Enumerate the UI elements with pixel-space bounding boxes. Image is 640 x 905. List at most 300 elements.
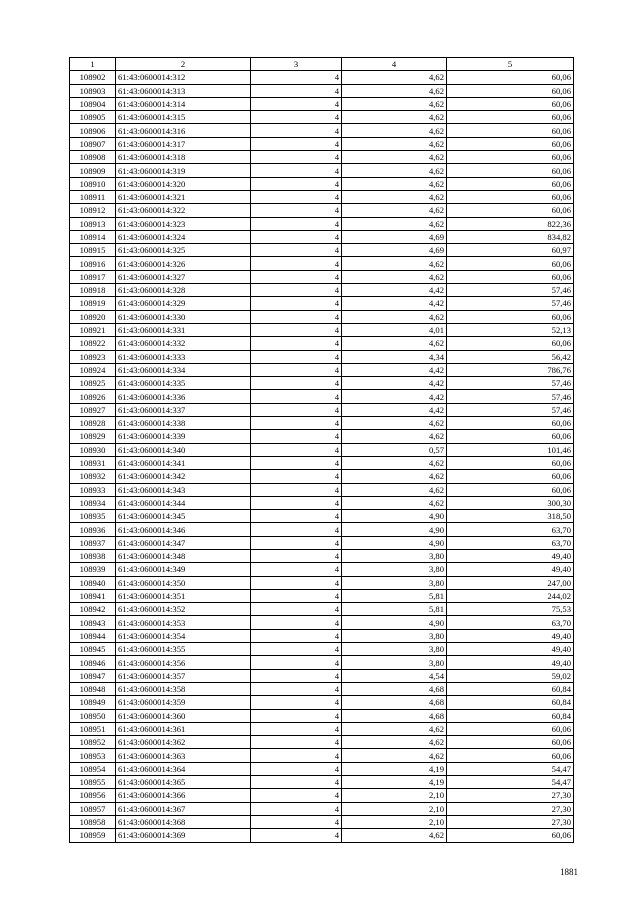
row-id-cell: 108920 [70,310,116,323]
col4-cell: 0,57 [342,443,447,456]
row-id-cell: 108940 [70,576,116,589]
row-id-cell: 108947 [70,669,116,682]
cadastral-number-cell: 61:43:0600014:361 [116,722,251,735]
col5-cell: 57,46 [447,390,574,403]
row-id-cell: 108919 [70,297,116,310]
col3-cell: 4 [251,151,342,164]
col5-cell: 60,06 [447,417,574,430]
cadastral-number-cell: 61:43:0600014:351 [116,589,251,602]
col4-cell: 4,62 [342,483,447,496]
col3-cell: 4 [251,164,342,177]
cadastral-number-cell: 61:43:0600014:360 [116,709,251,722]
row-id-cell: 108926 [70,390,116,403]
table-row [70,443,574,456]
col4-cell: 4,42 [342,390,447,403]
table-row [70,337,574,350]
col4-cell: 3,80 [342,629,447,642]
col5-cell: 56,42 [447,350,574,363]
col4-cell: 4,62 [342,204,447,217]
cadastral-number-cell: 61:43:0600014:345 [116,510,251,523]
col5-cell: 60,97 [447,244,574,257]
table-row [70,629,574,642]
col4-cell: 4,90 [342,523,447,536]
cadastral-number-cell: 61:43:0600014:363 [116,749,251,762]
table-row [70,71,574,84]
col5-cell: 60,06 [447,164,574,177]
col3-cell: 4 [251,736,342,749]
col5-cell: 49,40 [447,643,574,656]
col4-cell: 4,62 [342,217,447,230]
col3-cell: 4 [251,363,342,376]
col4-cell: 4,62 [342,736,447,749]
row-id-cell: 108904 [70,97,116,110]
row-id-cell: 108949 [70,696,116,709]
col3-cell: 4 [251,270,342,283]
col5-cell: 60,06 [447,204,574,217]
cadastral-number-cell: 61:43:0600014:335 [116,377,251,390]
col3-cell: 4 [251,709,342,722]
table-row [70,111,574,124]
col5-cell: 60,06 [447,177,574,190]
row-id-cell: 108956 [70,789,116,802]
col3-cell: 4 [251,97,342,110]
col4-cell: 3,80 [342,576,447,589]
table-row [70,377,574,390]
col4-cell: 4,54 [342,669,447,682]
cadastral-number-cell: 61:43:0600014:338 [116,417,251,430]
col5-cell: 75,53 [447,603,574,616]
table-row [70,762,574,775]
row-id-cell: 108912 [70,204,116,217]
col4-cell: 4,62 [342,111,447,124]
col3-cell: 4 [251,510,342,523]
col3-cell: 4 [251,829,342,842]
col4-cell: 4,62 [342,97,447,110]
col4-cell: 4,62 [342,270,447,283]
col5-cell: 60,06 [447,84,574,97]
table-row [70,802,574,815]
col5-cell: 27,30 [447,789,574,802]
table-row [70,417,574,430]
row-id-cell: 108955 [70,776,116,789]
col3-cell: 4 [251,403,342,416]
col5-cell: 60,06 [447,749,574,762]
col4-cell: 4,62 [342,164,447,177]
cadastral-number-cell: 61:43:0600014:365 [116,776,251,789]
col3-cell: 4 [251,523,342,536]
row-id-cell: 108925 [70,377,116,390]
col4-cell: 4,62 [342,310,447,323]
col5-cell: 60,06 [447,829,574,842]
col3-cell: 4 [251,350,342,363]
row-id-cell: 108954 [70,762,116,775]
col5-cell: 57,46 [447,297,574,310]
cadastral-number-cell: 61:43:0600014:348 [116,549,251,562]
cadastral-number-cell: 61:43:0600014:340 [116,443,251,456]
table-row [70,190,574,203]
table-row [70,643,574,656]
col3-cell: 4 [251,722,342,735]
row-id-cell: 108948 [70,682,116,695]
table-row [70,523,574,536]
col5-cell: 60,84 [447,682,574,695]
col5-cell: 60,06 [447,190,574,203]
table-row [70,363,574,376]
cadastral-number-cell: 61:43:0600014:362 [116,736,251,749]
table-row [70,430,574,443]
table-row [70,230,574,243]
col5-cell: 60,06 [447,722,574,735]
table-row [70,204,574,217]
col5-cell: 300,30 [447,496,574,509]
table-body [70,71,574,842]
col4-cell: 4,62 [342,177,447,190]
table-row [70,217,574,230]
row-id-cell: 108905 [70,111,116,124]
col4-cell: 4,62 [342,496,447,509]
col3-cell: 4 [251,137,342,150]
col4-cell: 3,80 [342,549,447,562]
row-id-cell: 108906 [70,124,116,137]
row-id-cell: 108913 [70,217,116,230]
table-row [70,815,574,828]
col4-cell: 2,10 [342,815,447,828]
data-table [69,57,574,843]
table-row [70,310,574,323]
col5-cell: 247,00 [447,576,574,589]
col3-cell: 4 [251,377,342,390]
cadastral-number-cell: 61:43:0600014:356 [116,656,251,669]
row-id-cell: 108921 [70,323,116,336]
page-number: 1881 [560,867,578,877]
col3-cell: 4 [251,443,342,456]
row-id-cell: 108924 [70,363,116,376]
table-row [70,323,574,336]
col5-cell: 60,84 [447,709,574,722]
table-row [70,616,574,629]
col5-cell: 60,06 [447,151,574,164]
col3-cell: 4 [251,629,342,642]
cadastral-number-cell: 61:43:0600014:330 [116,310,251,323]
col5-cell: 60,06 [447,337,574,350]
row-id-cell: 108916 [70,257,116,270]
col4-cell: 4,68 [342,682,447,695]
cadastral-number-cell: 61:43:0600014:314 [116,97,251,110]
col3-cell: 4 [251,284,342,297]
col5-cell: 822,36 [447,217,574,230]
col4-cell: 4,90 [342,536,447,549]
table-row [70,284,574,297]
row-id-cell: 108917 [70,270,116,283]
table-row [70,656,574,669]
row-id-cell: 108959 [70,829,116,842]
cadastral-number-cell: 61:43:0600014:339 [116,430,251,443]
table-row [70,483,574,496]
col5-cell: 60,84 [447,696,574,709]
cadastral-number-cell: 61:43:0600014:315 [116,111,251,124]
row-id-cell: 108923 [70,350,116,363]
cadastral-number-cell: 61:43:0600014:357 [116,669,251,682]
col5-cell: 54,47 [447,762,574,775]
col3-cell: 4 [251,390,342,403]
cadastral-number-cell: 61:43:0600014:332 [116,337,251,350]
col5-cell: 49,40 [447,629,574,642]
row-id-cell: 108915 [70,244,116,257]
col3-cell: 4 [251,762,342,775]
col4-cell: 4,62 [342,71,447,84]
col4-cell: 4,62 [342,749,447,762]
col4-cell: 4,69 [342,244,447,257]
col5-cell: 27,30 [447,815,574,828]
col3-cell: 4 [251,470,342,483]
row-id-cell: 108922 [70,337,116,350]
cadastral-number-cell: 61:43:0600014:323 [116,217,251,230]
row-id-cell: 108953 [70,749,116,762]
row-id-cell: 108946 [70,656,116,669]
col4-cell: 4,34 [342,350,447,363]
cadastral-number-cell: 61:43:0600014:367 [116,802,251,815]
table-row [70,244,574,257]
table-row [70,151,574,164]
col4-cell: 4,62 [342,151,447,164]
row-id-cell: 108902 [70,71,116,84]
col3-cell: 4 [251,563,342,576]
col5-cell: 101,46 [447,443,574,456]
header-col-2: 2 [116,58,251,71]
row-id-cell: 108942 [70,603,116,616]
cadastral-number-cell: 61:43:0600014:334 [116,363,251,376]
col3-cell: 4 [251,589,342,602]
col3-cell: 4 [251,337,342,350]
col3-cell: 4 [251,749,342,762]
col4-cell: 4,42 [342,284,447,297]
col4-cell: 4,19 [342,776,447,789]
table-row [70,682,574,695]
col5-cell: 49,40 [447,656,574,669]
table-row [70,456,574,469]
col5-cell: 60,06 [447,456,574,469]
header-col-1: 1 [70,58,116,71]
col5-cell: 57,46 [447,377,574,390]
cadastral-number-cell: 61:43:0600014:316 [116,124,251,137]
cadastral-number-cell: 61:43:0600014:319 [116,164,251,177]
table-row [70,257,574,270]
table-row [70,297,574,310]
col5-cell: 60,06 [447,310,574,323]
col3-cell: 4 [251,257,342,270]
row-id-cell: 108951 [70,722,116,735]
col3-cell: 4 [251,71,342,84]
table-row [70,470,574,483]
row-id-cell: 108911 [70,190,116,203]
col4-cell: 4,62 [342,456,447,469]
col3-cell: 4 [251,815,342,828]
row-id-cell: 108909 [70,164,116,177]
row-id-cell: 108918 [70,284,116,297]
col5-cell: 60,06 [447,124,574,137]
table-header-row [70,58,574,71]
col3-cell: 4 [251,323,342,336]
table-row [70,696,574,709]
col5-cell: 49,40 [447,549,574,562]
table-row [70,589,574,602]
table-row [70,829,574,842]
col3-cell: 4 [251,603,342,616]
col4-cell: 3,80 [342,656,447,669]
table-row [70,270,574,283]
row-id-cell: 108932 [70,470,116,483]
col4-cell: 4,62 [342,722,447,735]
row-id-cell: 108936 [70,523,116,536]
table-row [70,510,574,523]
col3-cell: 4 [251,456,342,469]
col3-cell: 4 [251,696,342,709]
header-col-5: 5 [447,58,574,71]
cadastral-number-cell: 61:43:0600014:358 [116,682,251,695]
col4-cell: 2,10 [342,802,447,815]
col4-cell: 4,90 [342,616,447,629]
col3-cell: 4 [251,549,342,562]
row-id-cell: 108945 [70,643,116,656]
cadastral-number-cell: 61:43:0600014:341 [116,456,251,469]
header-col-3: 3 [251,58,342,71]
table-row [70,749,574,762]
col4-cell: 4,01 [342,323,447,336]
row-id-cell: 108907 [70,137,116,150]
col4-cell: 4,62 [342,84,447,97]
cadastral-number-cell: 61:43:0600014:344 [116,496,251,509]
col3-cell: 4 [251,776,342,789]
col4-cell: 4,62 [342,337,447,350]
col5-cell: 60,06 [447,430,574,443]
col3-cell: 4 [251,177,342,190]
cadastral-number-cell: 61:43:0600014:368 [116,815,251,828]
col5-cell: 57,46 [447,284,574,297]
col5-cell: 52,13 [447,323,574,336]
col4-cell: 4,62 [342,124,447,137]
row-id-cell: 108952 [70,736,116,749]
col3-cell: 4 [251,84,342,97]
row-id-cell: 108950 [70,709,116,722]
col4-cell: 4,19 [342,762,447,775]
col4-cell: 4,68 [342,709,447,722]
col3-cell: 4 [251,802,342,815]
row-id-cell: 108943 [70,616,116,629]
table-row [70,177,574,190]
table-row [70,124,574,137]
cadastral-number-cell: 61:43:0600014:355 [116,643,251,656]
cadastral-number-cell: 61:43:0600014:346 [116,523,251,536]
col3-cell: 4 [251,643,342,656]
cadastral-number-cell: 61:43:0600014:369 [116,829,251,842]
col3-cell: 4 [251,190,342,203]
cadastral-number-cell: 61:43:0600014:343 [116,483,251,496]
table-row [70,164,574,177]
table-row [70,776,574,789]
col4-cell: 2,10 [342,789,447,802]
row-id-cell: 108931 [70,456,116,469]
row-id-cell: 108933 [70,483,116,496]
col3-cell: 4 [251,417,342,430]
cadastral-number-cell: 61:43:0600014:352 [116,603,251,616]
col4-cell: 4,62 [342,470,447,483]
col4-cell: 4,62 [342,190,447,203]
table-row [70,84,574,97]
col3-cell: 4 [251,430,342,443]
col5-cell: 60,06 [447,470,574,483]
row-id-cell: 108914 [70,230,116,243]
col5-cell: 60,06 [447,270,574,283]
col3-cell: 4 [251,682,342,695]
col4-cell: 4,62 [342,430,447,443]
row-id-cell: 108928 [70,417,116,430]
table-row [70,576,574,589]
col3-cell: 4 [251,230,342,243]
cadastral-number-cell: 61:43:0600014:313 [116,84,251,97]
cadastral-number-cell: 61:43:0600014:364 [116,762,251,775]
cadastral-number-cell: 61:43:0600014:354 [116,629,251,642]
table-row [70,789,574,802]
cadastral-number-cell: 61:43:0600014:342 [116,470,251,483]
row-id-cell: 108935 [70,510,116,523]
col5-cell: 49,40 [447,563,574,576]
col4-cell: 4,62 [342,417,447,430]
col3-cell: 4 [251,244,342,257]
col5-cell: 60,06 [447,483,574,496]
cadastral-number-cell: 61:43:0600014:329 [116,297,251,310]
col3-cell: 4 [251,483,342,496]
cadastral-number-cell: 61:43:0600014:328 [116,284,251,297]
col5-cell: 60,06 [447,257,574,270]
col4-cell: 5,81 [342,603,447,616]
header-col-4: 4 [342,58,447,71]
table-row [70,390,574,403]
col4-cell: 3,80 [342,643,447,656]
cadastral-number-cell: 61:43:0600014:349 [116,563,251,576]
col4-cell: 4,62 [342,829,447,842]
col5-cell: 834,82 [447,230,574,243]
cadastral-number-cell: 61:43:0600014:347 [116,536,251,549]
cadastral-number-cell: 61:43:0600014:333 [116,350,251,363]
col5-cell: 60,06 [447,736,574,749]
cadastral-number-cell: 61:43:0600014:353 [116,616,251,629]
col3-cell: 4 [251,204,342,217]
table-row [70,403,574,416]
col3-cell: 4 [251,310,342,323]
cadastral-number-cell: 61:43:0600014:366 [116,789,251,802]
col4-cell: 4,68 [342,696,447,709]
col5-cell: 59,02 [447,669,574,682]
col4-cell: 4,69 [342,230,447,243]
col5-cell: 60,06 [447,71,574,84]
col5-cell: 63,70 [447,536,574,549]
col4-cell: 4,42 [342,403,447,416]
col3-cell: 4 [251,656,342,669]
col5-cell: 60,06 [447,111,574,124]
row-id-cell: 108903 [70,84,116,97]
cadastral-number-cell: 61:43:0600014:327 [116,270,251,283]
col3-cell: 4 [251,669,342,682]
col3-cell: 4 [251,297,342,310]
col4-cell: 4,62 [342,257,447,270]
row-id-cell: 108957 [70,802,116,815]
col3-cell: 4 [251,576,342,589]
table-row [70,137,574,150]
col5-cell: 786,76 [447,363,574,376]
col3-cell: 4 [251,217,342,230]
col5-cell: 60,06 [447,137,574,150]
cadastral-number-cell: 61:43:0600014:320 [116,177,251,190]
